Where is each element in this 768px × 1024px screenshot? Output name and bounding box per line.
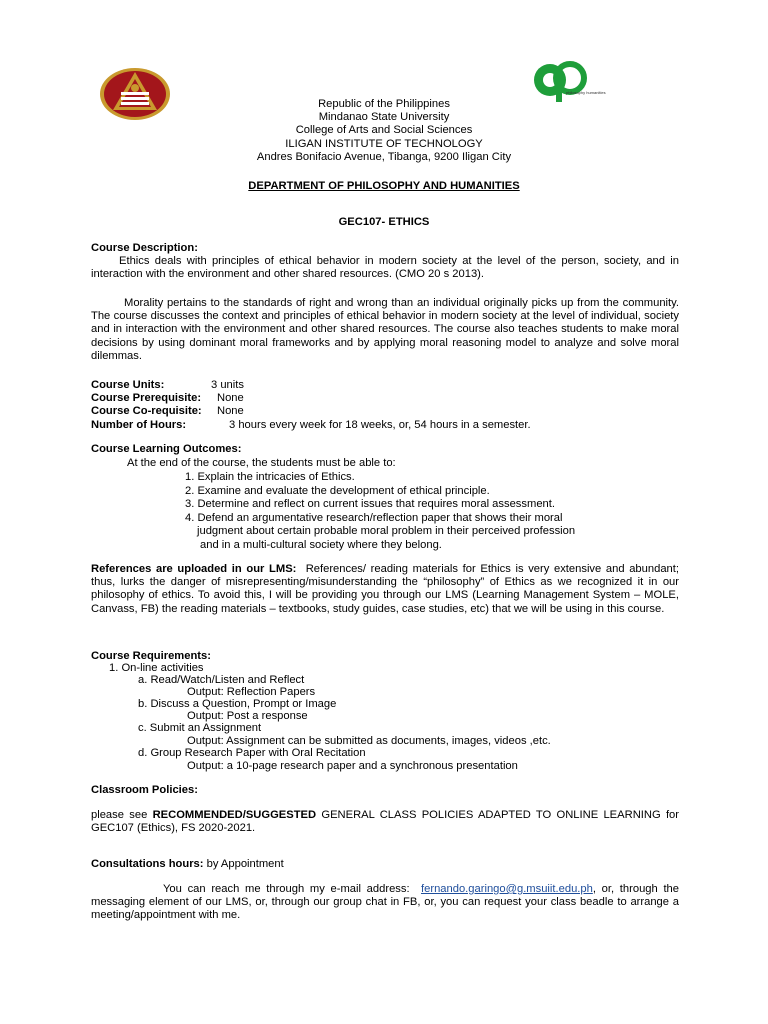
requirement-b-output: Output: Post a response	[187, 710, 308, 722]
policies-bold: RECOMMENDED/SUGGESTED	[152, 809, 317, 821]
number-of-hours-value: 3 hours every week for 18 weeks, or, 54 hours in a semester.	[229, 419, 531, 431]
policies-heading: Classroom Policies:	[91, 784, 198, 796]
course-code: GEC107- ETHICS	[338, 216, 430, 228]
requirement-item-1: 1. On-line activities	[109, 662, 204, 674]
policies-post: GENERAL CLASS POLICIES ADAPTED TO ONLINE LEARNING for GEC107 (Ethics), FS 2020-2021.	[91, 809, 680, 835]
course-prerequisite-value: None	[217, 392, 244, 404]
description-paragraph-1: Ethics deals with principles of ethical behavior in modern society at the level of the person, society, and in interaction with the environment and other shared resources. (CMO 20 s 2013).	[91, 255, 679, 281]
policies-paragraph	[91, 809, 679, 835]
outcome-item-4: 4. Defend an argumentative research/reflection paper that shows their moral	[185, 512, 563, 524]
consultation-post: , or, through the messaging element of our LMS, or, through our group chat in FB, or, you can request your class beadle to arrange a meeting/appointment with me.	[91, 883, 679, 922]
references-paragraph	[91, 563, 679, 616]
header-line-college: College of Arts and Social Sciences	[295, 124, 473, 137]
outcomes-intro: At the end of the course, the students must be able to:	[127, 457, 396, 469]
letterhead	[0, 98, 768, 164]
course-corequisite-value: None	[217, 405, 244, 417]
outcome-item-2: 2. Examine and evaluate the development of ethical principle.	[185, 485, 490, 497]
references-lead: References are uploaded in our LMS:	[91, 563, 297, 575]
consultation-heading: Consultations hours:	[91, 858, 204, 870]
header-line-university: Mindanao State University	[318, 111, 450, 124]
course-units-label: Course Units:	[91, 379, 165, 391]
requirement-c-output: Output: Assignment can be submitted as documents, images, videos ,etc.	[187, 735, 551, 747]
requirement-d-output: Output: a 10-page research paper and a synchronous presentation	[187, 760, 518, 772]
outcome-item-1: 1. Explain the intricacies of Ethics.	[185, 471, 355, 483]
requirements-heading: Course Requirements:	[91, 650, 211, 662]
right-logo-text: philosophy humanities	[566, 90, 606, 95]
requirement-d: d. Group Research Paper with Oral Recitation	[138, 747, 366, 759]
requirement-b: b. Discuss a Question, Prompt or Image	[138, 698, 337, 710]
email-link[interactable]: fernando.garingo@g.msuiit.edu.ph	[421, 883, 593, 895]
header-line-institute: ILIGAN INSTITUTE OF TECHNOLOGY	[285, 137, 483, 150]
course-units-row	[91, 379, 679, 392]
outcome-item-4-continued-2: and in a multi-cultural society where they belong.	[200, 539, 442, 551]
description-paragraph-2: Morality pertains to the standards of right and wrong than an individual originally picks up from the community. The course discusses the context and principles of ethical behavior in modern society at the level of individual, society and in interaction with the environment and other shared resources. The course also teaches students to make moral decisions by using dominant moral frameworks and by applying moral reasoning model to analyze and solve moral dilemmas.	[91, 297, 679, 362]
course-prerequisite-row	[91, 392, 679, 405]
consultation-value: by Appointment	[206, 858, 284, 870]
header-line-republic: Republic of the Philippines	[318, 98, 450, 110]
consultation-pre: You can reach me through my e-mail address:	[163, 883, 410, 895]
course-corequisite-label: Course Co-requisite:	[91, 405, 202, 417]
department-title: DEPARTMENT OF PHILOSOPHY AND HUMANITIES	[248, 180, 520, 192]
number-of-hours-label: Number of Hours:	[91, 419, 187, 431]
course-prerequisite-label: Course Prerequisite:	[91, 392, 202, 404]
consultation-row	[91, 858, 679, 871]
number-of-hours-row	[91, 419, 679, 432]
consultation-paragraph	[91, 883, 679, 923]
course-corequisite-row	[91, 405, 679, 418]
course-units-value: 3 units	[211, 379, 244, 391]
outcomes-heading: Course Learning Outcomes:	[91, 443, 242, 455]
outcome-item-4-continued-1: judgment about certain probable moral problem in their perceived profession	[197, 525, 576, 537]
description-heading: Course Description:	[91, 242, 198, 254]
policies-pre: please see	[91, 809, 148, 821]
outcome-item-3: 3. Determine and reflect on current issues that requires moral assessment.	[185, 498, 555, 510]
requirement-a-output: Output: Reflection Papers	[187, 686, 316, 698]
references-text: References/ reading materials for Ethics is very extensive and abundant; thus, lurks the danger of misrepresenting/misunderstanding the “philosophy” of Ethics as we recognized it in our philosophy of ethics. To avoid this, I will be providing you through our LMS (Learning Management System – MOLE, Canvass, FB) the reading materials – textbooks, study guides, case studies, etc) that we will be using in this course.	[91, 563, 679, 615]
header-line-address: Andres Bonifacio Avenue, Tibanga, 9200 Iligan City	[256, 150, 512, 163]
requirement-a: a. Read/Watch/Listen and Reflect	[138, 674, 305, 686]
requirement-c: c. Submit an Assignment	[138, 722, 262, 734]
